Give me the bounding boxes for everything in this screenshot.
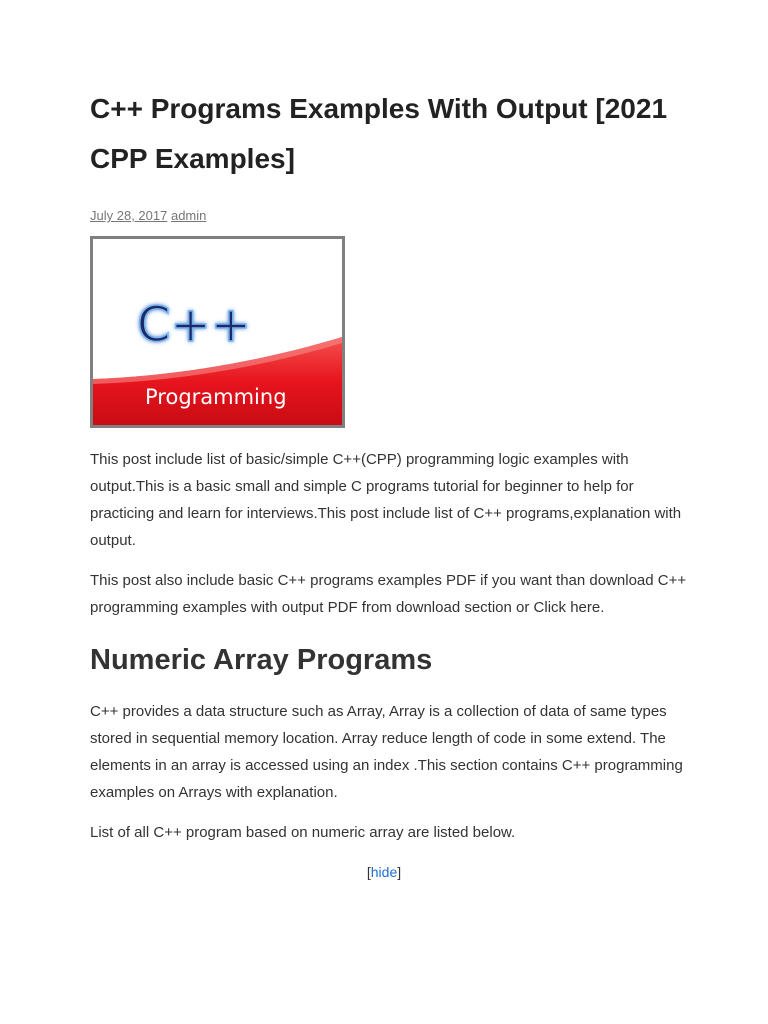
article <box>90 84 690 886</box>
section-heading: Numeric Array Programs <box>90 644 433 676</box>
post-title: C++ Programs Examples With Output [2021 CPP Examples] <box>90 93 668 174</box>
toc-close-bracket: ] <box>397 864 402 880</box>
post-author-link[interactable]: admin <box>170 208 207 223</box>
section-description: C++ provides a data structure such as Array, Array is a collection of data of same types stored in sequential memory location. Array reduce length of code in some extend. The elements in an array is accessed using an index .This section contains C++ programming examples on Arrays with explanation. <box>90 703 683 801</box>
toc-open-bracket: [ <box>366 864 371 880</box>
toc-toggle <box>90 859 678 886</box>
post-date-link[interactable]: July 28, 2017 <box>90 208 168 223</box>
cpp-programming-logo <box>93 239 342 425</box>
toc-hide-link[interactable]: hide <box>370 864 398 880</box>
list-intro: List of all C++ program based on numeric array are listed below. <box>90 824 516 841</box>
featured-image <box>90 236 345 428</box>
logo-text: C++ <box>137 297 251 353</box>
intro-paragraph: This post include list of basic/simple C++(CPP) programming logic examples with output.This is a basic small and simple C programs tutorial for beginner to help for practicing and learn for interviews.This post include list of C++ programs,explanation with output. <box>90 451 682 549</box>
post-meta <box>90 208 690 224</box>
pdf-paragraph: This post also include basic C++ programs examples PDF if you want than download C++ programming examples with output PDF from download section or Click here. <box>90 572 687 616</box>
banner-text: Programming <box>145 385 287 409</box>
